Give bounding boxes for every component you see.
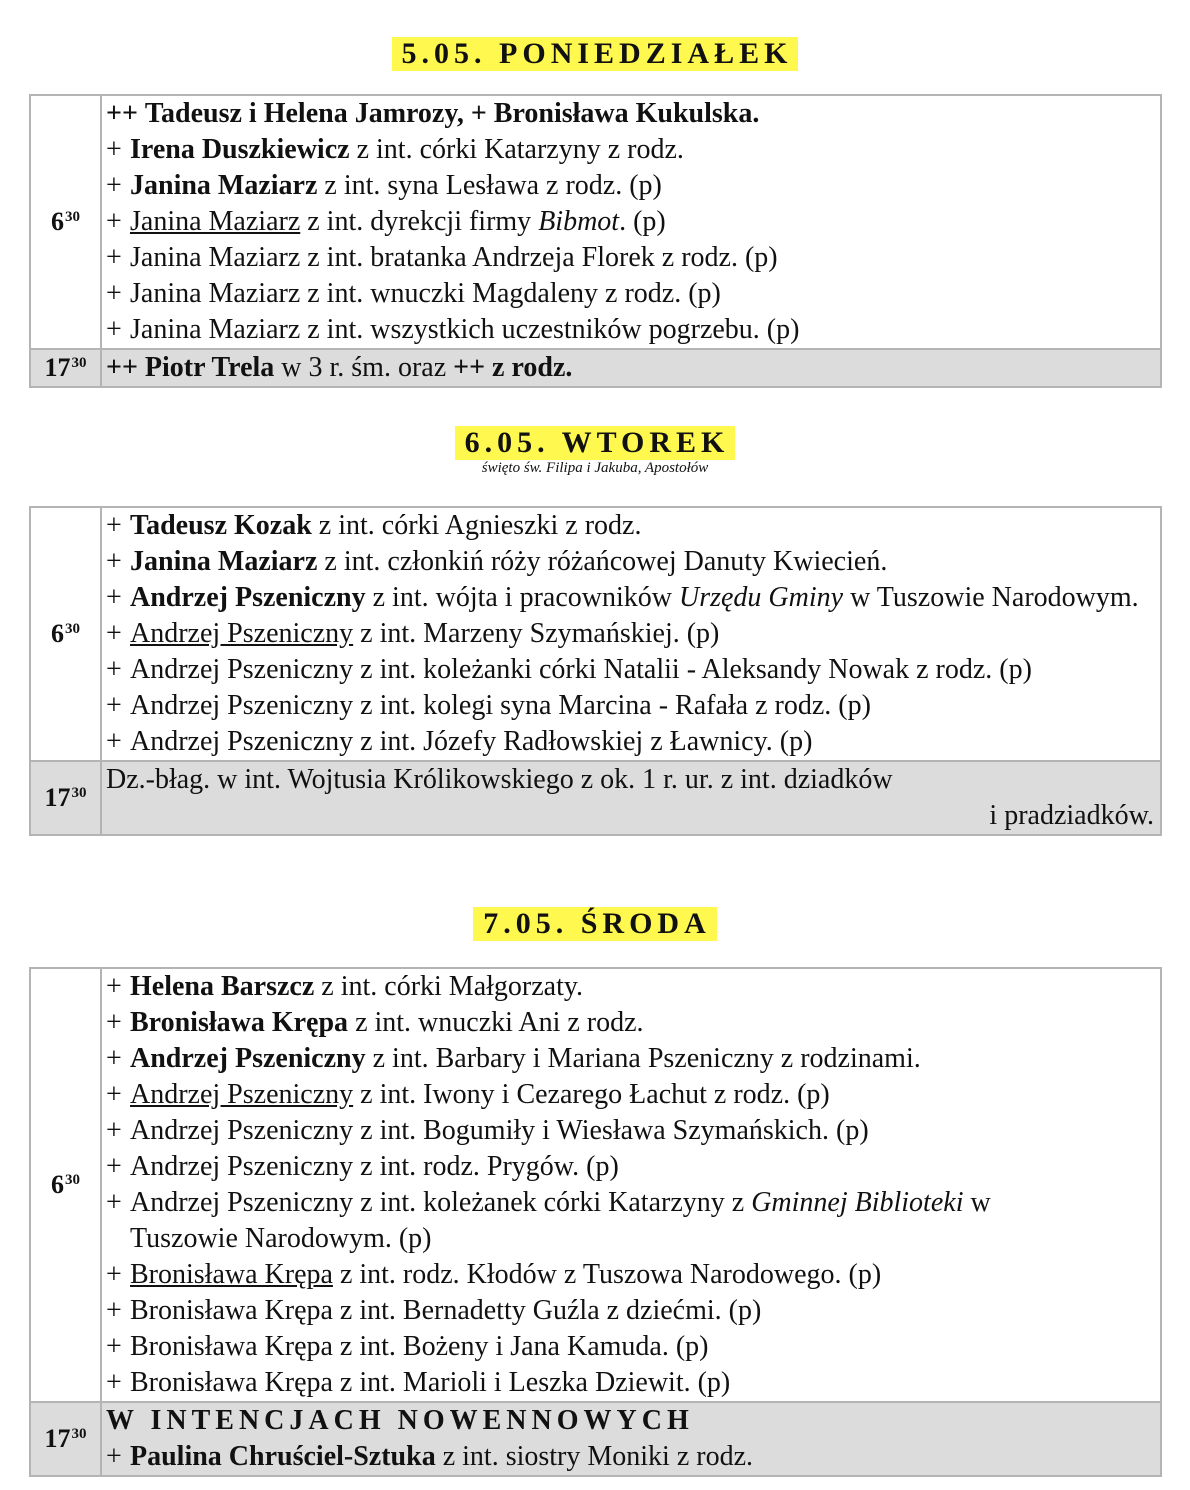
time-cell: $6^{30}$	[30, 95, 101, 349]
intention-line: + Janina Maziarz z int. syna Lesława z rodz. (p)	[106, 170, 662, 201]
intentions-cell	[101, 95, 1161, 349]
intentions-cell	[101, 349, 1161, 387]
intention-line: + Bronisława Krępa z int. Bożeny i Jana Kamuda. (p)	[106, 1331, 709, 1362]
time-cell: $6^{30}$	[30, 507, 101, 761]
day-title: 6.05. WTOREK	[455, 426, 736, 460]
day-block-monday	[0, 37, 1190, 71]
intention-line: + Janina Maziarz z int. członkiń róży różańcowej Danuty Kwiecień.	[106, 546, 888, 577]
intention-line: + Janina Maziarz z int. dyrekcji firmy Bibmot. (p)	[106, 206, 666, 237]
intention-line: + Bronisława Krępa z int. Bernadetty Guźla z dziećmi. (p)	[106, 1295, 762, 1326]
mass-table-wednesday	[29, 967, 1162, 1477]
time-cell: $17^{30}$	[30, 349, 101, 387]
morning-row	[30, 95, 1161, 349]
intention-line: + Tadeusz Kozak z int. córki Agnieszki z rodz.	[106, 510, 642, 541]
intention-line: + Andrzej Pszeniczny z int. Iwony i Cezarego Łachut z rodz. (p)	[106, 1079, 830, 1110]
time-cell: $17^{30}$	[30, 1402, 101, 1476]
intention-line: + Andrzej Pszeniczny z int. kolegi syna Marcina - Rafała z rodz. (p)	[106, 690, 871, 721]
intentions-cell	[101, 968, 1161, 1402]
intention-line: + Andrzej Pszeniczny z int. rodz. Prygów. (p)	[106, 1151, 619, 1182]
intention-line: + Andrzej Pszeniczny z int. Józefy Radłowskiej z Ławnicy. (p)	[106, 726, 813, 757]
intention-line: + Janina Maziarz z int. bratanka Andrzeja Florek z rodz. (p)	[106, 242, 778, 273]
day-subtitle: święto św. Filipa i Jakuba, Apostołów	[481, 460, 709, 476]
mass-table-monday	[29, 94, 1162, 388]
intention-line: + Janina Maziarz z int. wszystkich uczestników pogrzebu. (p)	[106, 314, 800, 345]
intention-line: + Bronisława Krępa z int. rodz. Kłodów z Tuszowa Narodowego. (p)	[106, 1259, 882, 1290]
intention-line: ++ Tadeusz i Helena Jamrozy, + Bronisława Kukulska.	[106, 98, 760, 129]
intention-line: + Bronisława Krępa z int. wnuczki Ani z rodz.	[106, 1007, 644, 1038]
intentions-cell	[101, 761, 1161, 835]
morning-row	[30, 507, 1161, 761]
time-cell: $17^{30}$	[30, 761, 101, 835]
intention-line: + Andrzej Pszeniczny z int. koleżanki córki Natalii - Aleksandy Nowak z rodz. (p)	[106, 654, 1032, 685]
intention-line: + Andrzej Pszeniczny z int. koleżanek córki Katarzyny z Gminnej Biblioteki w Tuszowie Narodowym. (p)	[106, 1187, 991, 1254]
intentions-cell	[101, 1402, 1161, 1476]
day-title: 5.05. PONIEDZIAŁEK	[392, 37, 799, 71]
evening-row	[30, 1402, 1161, 1476]
intention-line: + Andrzej Pszeniczny z int. wójta i pracowników Urzędu Gminy w Tuszowie Narodowym.	[106, 582, 1139, 613]
intention-line: + Paulina Chruściel-Sztuka z int. siostry Moniki z rodz.	[106, 1441, 753, 1472]
intention-line: + Irena Duszkiewicz z int. córki Katarzyny z rodz.	[106, 134, 684, 165]
intention-line: ++ Piotr Trela w 3 r. śm. oraz ++ z rodz.	[106, 352, 573, 383]
morning-row	[30, 968, 1161, 1402]
day-header	[0, 37, 1190, 71]
intention-line: + Helena Barszcz z int. córki Małgorzaty.	[106, 971, 584, 1002]
day-block-wednesday	[0, 907, 1190, 941]
novena-heading: W INTENCJACH NOWENNOWYCH	[106, 1405, 694, 1436]
intention-line: + Andrzej Pszeniczny z int. Marzeny Szymańskiej. (p)	[106, 618, 720, 649]
intention-line: + Bronisława Krępa z int. Marioli i Leszka Dziewit. (p)	[106, 1367, 731, 1398]
intentions-cell	[101, 507, 1161, 761]
day-header	[0, 426, 1190, 476]
day-header	[0, 907, 1190, 941]
evening-row	[30, 349, 1161, 387]
day-block-tuesday	[0, 426, 1190, 476]
intention-line: + Janina Maziarz z int. wnuczki Magdaleny z rodz. (p)	[106, 278, 721, 309]
intention-line-continued: i pradziadków.	[989, 800, 1154, 831]
time-cell: $6^{30}$	[30, 968, 101, 1402]
intention-line: + Andrzej Pszeniczny z int. Bogumiły i Wiesława Szymańskich. (p)	[106, 1115, 869, 1146]
intention-line: Dz.-błag. w int. Wojtusia Królikowskiego z ok. 1 r. ur. z int. dziadków	[106, 764, 893, 795]
intention-line: + Andrzej Pszeniczny z int. Barbary i Mariana Pszeniczny z rodzinami.	[106, 1043, 921, 1074]
mass-table-tuesday	[29, 506, 1162, 836]
evening-row	[30, 761, 1161, 835]
day-title: 7.05. ŚRODA	[473, 907, 717, 941]
